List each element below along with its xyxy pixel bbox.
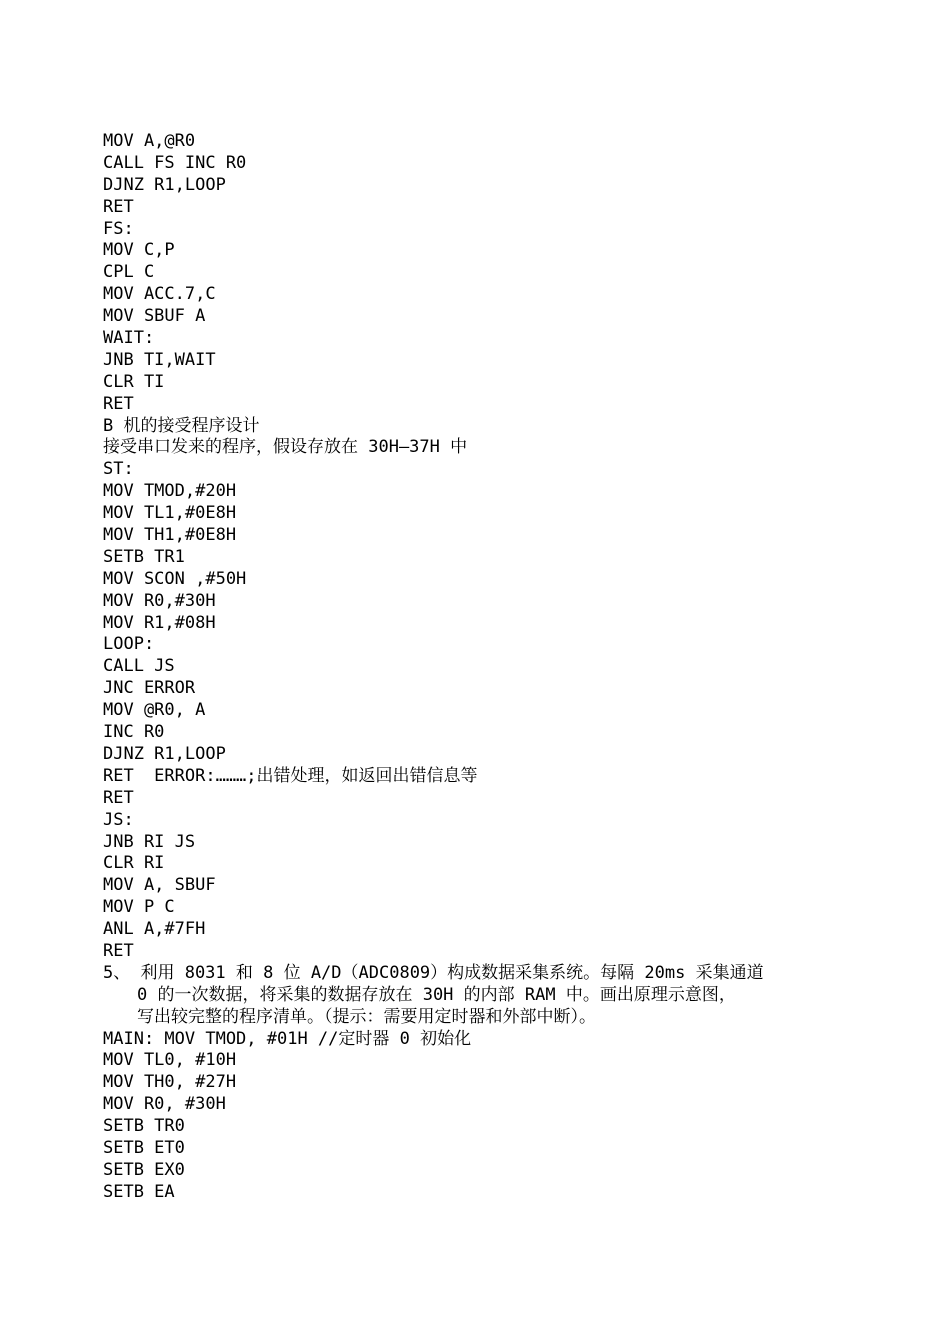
code-line: MOV SBUF A [103,306,206,327]
code-line: MOV ACC.7,C [103,284,216,305]
code-line: MOV TMOD,#20H [103,481,237,502]
code-line: DJNZ R1,LOOP [103,743,226,764]
code-line: CLR TI [103,371,165,392]
code-line: MOV A, SBUF [103,875,216,896]
question-text-continued: 0 的一次数据，将采集的数据存放在 30H 的内部 RAM 中。画出原理示意图， [137,984,736,1005]
code-line: JNB TI,WAIT [103,349,216,370]
code-line: INC R0 [103,722,165,743]
code-label: WAIT: [103,328,155,349]
code-line: SETB EA [103,1181,175,1202]
code-line: MOV @R0, A [103,700,206,721]
code-line: JNB RI JS [103,831,196,852]
code-line: CALL FS INC R0 [103,152,247,173]
code-line: SETB ET0 [103,1137,185,1158]
code-label: LOOP: [103,634,155,655]
code-line: CALL JS [103,656,175,677]
code-line: SETB TR0 [103,1116,185,1137]
code-line: MOV R1,#08H [103,612,216,633]
code-line-with-comment: MAIN: MOV TMOD, #01H //定时器 0 初始化 [103,1028,472,1049]
code-line: SETB TR1 [103,546,185,567]
question-text-continued: 写出较完整的程序清单。（提示：需要用定时器和外部中断）。 [137,1006,596,1027]
code-line-with-comment: RET ERROR:………;出错处理，如返回出错信息等 [103,765,478,786]
code-line: DJNZ R1,LOOP [103,174,226,195]
code-line: MOV SCON ,#50H [103,568,247,589]
code-line: ANL A,#7FH [103,919,206,940]
section-description: 接受串口发来的程序，假设存放在 30H—37H 中 [103,437,468,458]
code-line: MOV TH0, #27H [103,1072,237,1093]
code-line: CPL C [103,262,155,283]
code-line: RET [103,940,134,961]
section-heading: B 机的接受程序设计 [103,415,260,436]
code-line: MOV R0,#30H [103,590,216,611]
code-line: RET [103,196,134,217]
code-line: MOV C,P [103,240,175,261]
code-line: MOV P C [103,897,175,918]
code-line: RET [103,393,134,414]
code-line: MOV TL0, #10H [103,1050,237,1071]
code-line: MOV TL1,#0E8H [103,503,237,524]
code-line: MOV A,@R0 [103,131,196,151]
code-line: SETB EX0 [103,1159,185,1180]
code-label: JS: [103,809,134,830]
code-label: FS: [103,218,134,239]
code-label: ST: [103,459,134,480]
code-line: CLR RI [103,853,165,874]
code-line: MOV TH1,#0E8H [103,525,237,546]
document-body [103,131,903,1204]
code-line: JNC ERROR [103,678,196,699]
question-text: 5、 利用 8031 和 8 位 A/D（ADC0809）构成数据采集系统。每隔 20ms 采集通道 [103,962,764,983]
code-line: MOV R0, #30H [103,1094,226,1115]
code-line: RET [103,787,134,808]
